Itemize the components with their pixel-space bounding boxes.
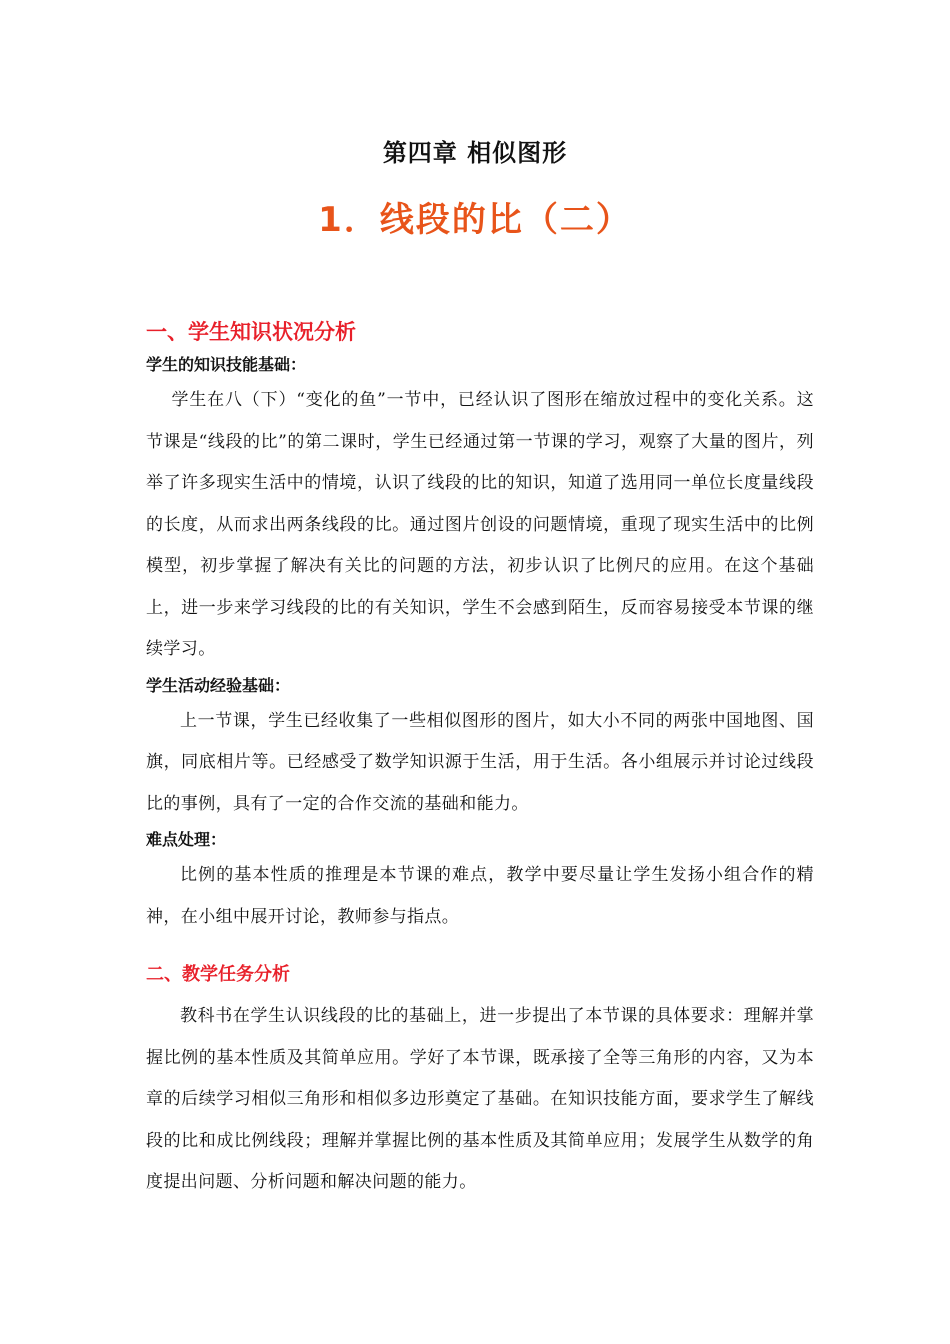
subheading-activity-experience: 学生活动经验基础：: [146, 675, 291, 695]
section-heading-task-analysis: 二、教学任务分析: [146, 964, 290, 985]
subheading-difficulty: 难点处理：: [146, 830, 227, 849]
paragraph-knowledge-skills: 学生在八（下）“变化的鱼”一节中，已经认识了图形在缩放过程中的变化关系。这节课是“线段的比”的第二课时，学生已经通过第一节课的学习，观察了大量的图片，列举了许多现实生活中的情境，认识了线段的比的知识，知道了选用同一单位长度量线段的长度，从而求出两条线段的比。通过图片创设的问题情境，重现了现实生活中的比例模型，初步掌握了解决有关比的问题的方法，初步认识了比例尺的应用。在这个基础上，进一步来学习线段的比的有关知识，学生不会感到陌生，反而容易接受本节课的继续学习。: [146, 390, 814, 659]
paragraph-task-analysis: 教科书在学生认识线段的比的基础上，进一步提出了本节课的具体要求：理解并掌握比例的基本性质及其简单应用。学好了本节课，既承接了全等三角形的内容，又为本章的后续学习相似三角形和相似多边形奠定了基础。在知识技能方面，要求学生了解线段的比和成比例线段；理解并掌握比例的基本性质及其简单应用；发展学生从数学的角度提出问题、分析问题和解决问题的能力。: [146, 1006, 814, 1192]
chapter-title: 第四章 相似图形: [382, 139, 568, 167]
lesson-title: 1．线段的比（二）: [318, 200, 632, 240]
section-heading-student-analysis: 一、学生知识状况分析: [146, 320, 356, 344]
subheading-knowledge-skills: 学生的知识技能基础：: [146, 355, 307, 374]
document-body: [146, 314, 814, 1204]
paragraph-difficulty: 比例的基本性质的推理是本节课的难点，教学中要尽量让学生发扬小组合作的精神，在小组中展开讨论，教师参与指点。: [146, 865, 814, 927]
paragraph-activity-experience: 上一节课，学生已经收集了一些相似图形的图片，如大小不同的两张中国地图、国旗，同底相片等。已经感受了数学知识源于生活，用于生活。各小组展示并讨论过线段比的事例，具有了一定的合作交流的基础和能力。: [146, 710, 814, 814]
